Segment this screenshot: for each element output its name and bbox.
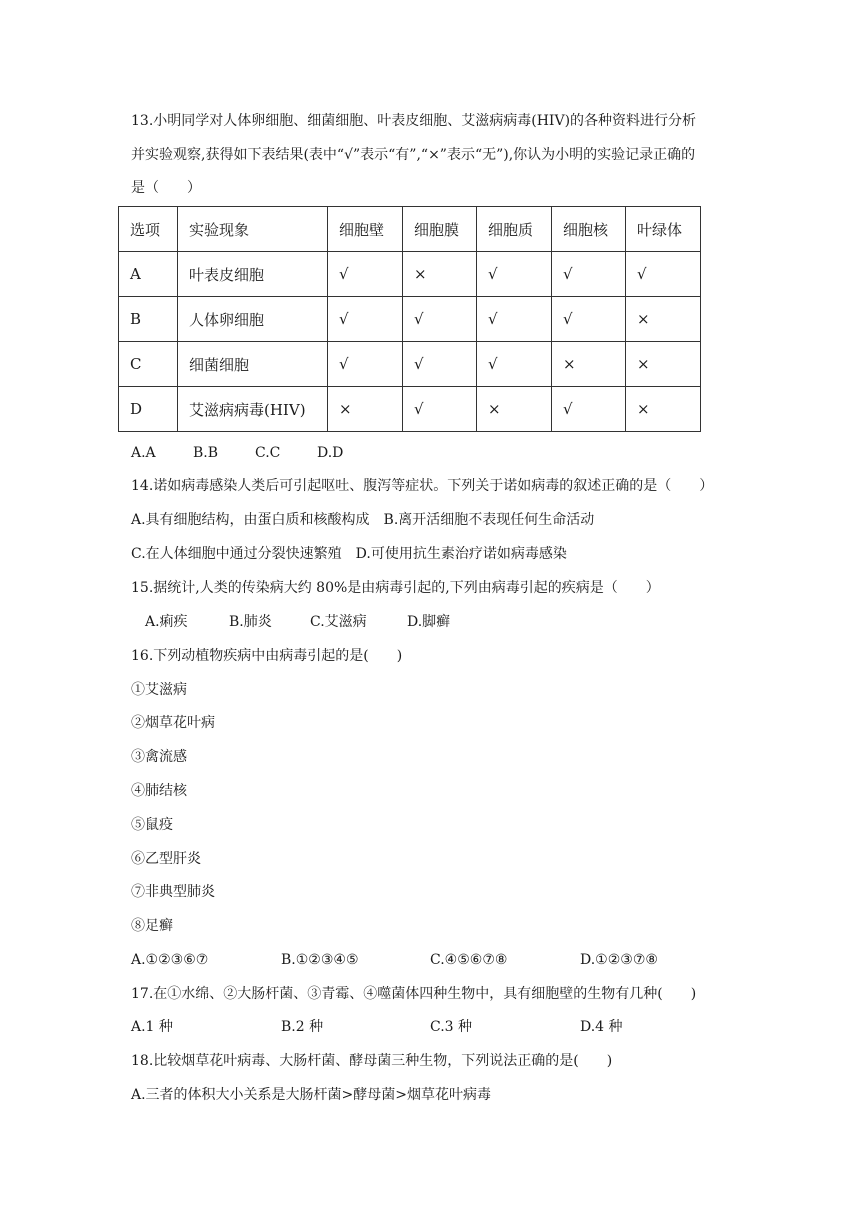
header-cell: 细胞壁 — [328, 207, 403, 252]
q16-options — [131, 950, 731, 970]
q14-options-ab: A.具有细胞结构，由蛋白质和核酸构成 B.离开活细胞不表现任何生命活动 — [131, 512, 595, 528]
table-cell: × — [626, 387, 701, 432]
q18-option-a: A.三者的体积大小关系是大肠杆菌>酵母菌>烟草花叶病毒 — [131, 1087, 492, 1103]
option-c: C.3 种 — [430, 1019, 473, 1035]
q13-stem-line3: 是（ ） — [131, 180, 201, 196]
table-cell: 细菌细胞 — [178, 342, 328, 387]
table-cell: × — [403, 252, 477, 297]
option-d: D.D — [317, 445, 344, 461]
table-cell: × — [626, 297, 701, 342]
option-c: C.④⑤⑥⑦⑧ — [430, 952, 508, 968]
q13-stem-line2: 并实验观察,获得如下表结果(表中“√”表示“有”,“×”表示“无”),你认为小明的实验记录正确的 — [131, 147, 696, 163]
table-cell: √ — [552, 297, 626, 342]
q16-item: ⑤鼠疫 — [131, 817, 173, 833]
option-b: B.①②③④⑤ — [281, 952, 359, 968]
table-cell: × — [328, 387, 403, 432]
q16-item: ⑧足癣 — [131, 918, 173, 934]
table-row — [119, 342, 701, 387]
q14-stem: 14.诺如病毒感染人类后可引起呕吐、腹泻等症状。下列关于诺如病毒的叙述正确的是（ ） — [131, 478, 714, 494]
q16-stem: 16.下列动植物疾病中由病毒引起的是( ) — [131, 648, 403, 664]
table-cell: √ — [328, 252, 403, 297]
header-cell: 叶绿体 — [626, 207, 701, 252]
table-cell: √ — [552, 252, 626, 297]
option-a: A.痢疾 — [145, 614, 188, 630]
header-cell: 实验现象 — [178, 207, 328, 252]
q16-item: ②烟草花叶病 — [131, 715, 215, 731]
experiment-table — [118, 206, 701, 432]
table-cell: √ — [403, 342, 477, 387]
header-cell: 细胞质 — [477, 207, 552, 252]
table-cell: C — [119, 342, 178, 387]
option-b: B.肺炎 — [229, 614, 272, 630]
q13-stem-line1: 13.小明同学对人体卵细胞、细菌细胞、叶表皮细胞、艾滋病病毒(HIV)的各种资料进行分析 — [131, 113, 697, 129]
q17-options — [131, 1017, 731, 1037]
q16-item: ③禽流感 — [131, 749, 187, 765]
table-cell: A — [119, 252, 178, 297]
q18-stem: 18.比较烟草花叶病毒、大肠杆菌、酵母菌三种生物，下列说法正确的是( ) — [131, 1053, 613, 1069]
table-row — [119, 297, 701, 342]
table-cell: √ — [328, 342, 403, 387]
table-cell: × — [626, 342, 701, 387]
table-cell: B — [119, 297, 178, 342]
table-cell: √ — [328, 297, 403, 342]
table-cell: D — [119, 387, 178, 432]
header-cell: 选项 — [119, 207, 178, 252]
option-b: B.B — [193, 445, 219, 461]
q16-item: ④肺结核 — [131, 783, 187, 799]
option-a: A.①②③⑥⑦ — [131, 952, 209, 968]
table-cell: × — [477, 387, 552, 432]
q16-item: ⑥乙型肝炎 — [131, 851, 201, 867]
option-d: D.①②③⑦⑧ — [580, 952, 658, 968]
table-header-row — [119, 207, 701, 252]
table-cell: × — [552, 342, 626, 387]
table-cell: √ — [477, 342, 552, 387]
table-cell: 艾滋病病毒(HIV) — [178, 387, 328, 432]
table-cell: √ — [477, 297, 552, 342]
q15-stem: 15.据统计,人类的传染病大约 80%是由病毒引起的,下列由病毒引起的疾病是（ ） — [131, 580, 660, 596]
q17-stem: 17.在①水绵、②大肠杆菌、③青霉、④噬菌体四种生物中，具有细胞壁的生物有几种( ) — [131, 986, 697, 1002]
table-cell: √ — [403, 387, 477, 432]
option-b: B.2 种 — [281, 1019, 324, 1035]
table-cell: √ — [552, 387, 626, 432]
option-c: C.艾滋病 — [310, 614, 367, 630]
option-d: D.4 种 — [580, 1019, 623, 1035]
option-a: A.1 种 — [131, 1019, 173, 1035]
header-cell: 细胞核 — [552, 207, 626, 252]
table-cell: √ — [626, 252, 701, 297]
q13-options — [131, 443, 631, 463]
q14-options-cd: C.在人体细胞中通过分裂快速繁殖 D.可使用抗生素治疗诺如病毒感染 — [131, 546, 567, 562]
table-row — [119, 387, 701, 432]
header-cell: 细胞膜 — [403, 207, 477, 252]
q16-item: ①艾滋病 — [131, 682, 187, 698]
table-cell: √ — [477, 252, 552, 297]
table-cell: 叶表皮细胞 — [178, 252, 328, 297]
option-c: C.C — [255, 445, 281, 461]
q15-options — [145, 612, 645, 632]
table-cell: 人体卵细胞 — [178, 297, 328, 342]
option-a: A.A — [131, 445, 156, 461]
q16-item: ⑦非典型肺炎 — [131, 884, 215, 900]
table-row — [119, 252, 701, 297]
table-cell: √ — [403, 297, 477, 342]
option-d: D.脚癣 — [407, 614, 451, 630]
